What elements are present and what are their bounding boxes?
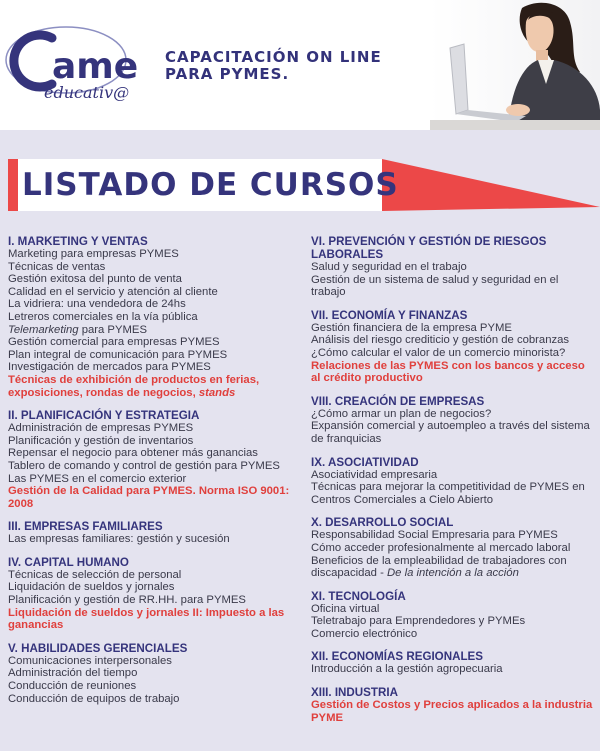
section-title: I. MARKETING Y VENTAS bbox=[8, 235, 148, 248]
course-item-italic: stands bbox=[198, 386, 236, 399]
course-item bbox=[8, 286, 293, 299]
course-section bbox=[311, 590, 596, 641]
section-title: III. EMPRESAS FAMILIARES bbox=[8, 520, 163, 534]
course-item-text: ¿Cómo calcular el valor de un comercio minorista? bbox=[311, 346, 566, 359]
course-section bbox=[8, 409, 293, 510]
course-item bbox=[311, 420, 596, 445]
course-section bbox=[311, 650, 596, 676]
course-item-text: ¿Cómo armar un plan de negocios? bbox=[311, 407, 492, 420]
course-item bbox=[311, 529, 596, 542]
course-section bbox=[311, 309, 596, 385]
course-section bbox=[311, 456, 596, 507]
course-item-text: Técnicas de ventas bbox=[8, 260, 106, 273]
svg-text:ame: ame bbox=[52, 46, 139, 87]
course-item-text: Comunicaciones interpersonales bbox=[8, 654, 172, 667]
course-item bbox=[311, 408, 596, 421]
course-item-text: para PYMES bbox=[81, 323, 147, 336]
course-section bbox=[311, 395, 596, 446]
course-item-text: Gestión financiera de la empresa PYME bbox=[311, 321, 512, 334]
course-item-text: Gestión de Costos y Precios aplicados a la industria PYME bbox=[311, 699, 593, 724]
course-item bbox=[8, 569, 293, 582]
course-item-text: Plan integral de comunicación para PYMES bbox=[8, 348, 228, 361]
course-item-text: Las empresas familiares: gestión y sucesión bbox=[8, 533, 230, 546]
section-title: II. PLANIFICACIÓN Y ESTRATEGIA bbox=[8, 409, 200, 423]
course-item-text: Conducción de reuniones bbox=[8, 680, 137, 693]
course-item bbox=[8, 460, 293, 473]
course-item-text: Marketing para empresas PYMES bbox=[8, 248, 179, 260]
course-item-italic: Telemarketing bbox=[8, 323, 79, 336]
course-item-text: Expansión comercial y autoempleo a través del sistema de franquicias bbox=[311, 420, 590, 445]
section-title: XIII. INDUSTRIA bbox=[311, 686, 398, 700]
course-item-text: Liquidación de sueldos y jornales II: Impuesto a las ganancias bbox=[8, 606, 285, 632]
header-tagline bbox=[165, 49, 382, 83]
course-item bbox=[311, 542, 596, 555]
course-item bbox=[8, 298, 293, 311]
course-item-text: Beneficios de la empleabilidad de trabajadores con discapacidad - bbox=[311, 554, 567, 580]
section-title: IX. ASOCIATIVIDAD bbox=[311, 455, 419, 469]
course-section bbox=[8, 235, 293, 399]
course-item bbox=[8, 311, 293, 324]
course-item bbox=[8, 473, 293, 486]
course-item bbox=[311, 360, 596, 385]
course-section bbox=[311, 516, 596, 579]
section-title: V. HABILIDADES GERENCIALES bbox=[8, 641, 188, 655]
course-item bbox=[8, 422, 293, 435]
course-item-text: Conducción de equipos de trabajo bbox=[8, 692, 180, 705]
course-item bbox=[311, 274, 596, 299]
course-item-text: Repensar el negocio para obtener más ganancias bbox=[8, 447, 258, 460]
course-item bbox=[8, 485, 293, 510]
course-item bbox=[8, 594, 293, 607]
course-item bbox=[8, 680, 293, 693]
course-item-text: Relaciones de las PYMES con los bancos y acceso al crédito productivo bbox=[311, 359, 585, 385]
course-item-text: Letreros comerciales en la vía pública bbox=[8, 310, 198, 323]
course-item bbox=[8, 261, 293, 274]
course-item bbox=[8, 447, 293, 460]
course-item bbox=[8, 581, 293, 594]
course-item bbox=[311, 663, 596, 676]
section-title: IV. CAPITAL HUMANO bbox=[8, 555, 129, 569]
woman-laptop-photo bbox=[430, 0, 600, 130]
course-item-text: Tablero de comando y control de gestión para PYMES bbox=[8, 459, 280, 472]
course-item bbox=[8, 361, 293, 374]
left-course-column bbox=[8, 235, 293, 715]
course-item bbox=[8, 607, 293, 632]
course-item-text: Investigación de mercados para PYMES bbox=[8, 361, 211, 374]
course-item-text: Gestión exitosa del punto de venta bbox=[8, 273, 182, 286]
course-item-text: Técnicas de selección de personal bbox=[8, 568, 182, 581]
course-item-italic: De la intención a la acción bbox=[387, 567, 519, 580]
course-item-text: Salud y seguridad en el trabajo bbox=[311, 261, 467, 273]
section-title: XII. ECONOMÍAS REGIONALES bbox=[311, 650, 483, 664]
course-item-text: Administración de empresas PYMES bbox=[8, 422, 194, 435]
section-title: VIII. CREACIÓN DE EMPRESAS bbox=[311, 394, 485, 408]
course-item-text: Liquidación de sueldos y jornales bbox=[8, 581, 175, 594]
course-section bbox=[8, 520, 293, 546]
course-item-text: Análisis del riesgo crediticio y gestión de cobranzas bbox=[311, 334, 570, 347]
course-item bbox=[311, 481, 596, 506]
course-item bbox=[311, 347, 596, 360]
section-title: VI. PREVENCIÓN Y GESTIÓN DE RIESGOS LABORALES bbox=[311, 235, 547, 261]
course-item bbox=[8, 324, 293, 337]
header bbox=[0, 0, 600, 130]
came-educativa-logo bbox=[4, 26, 154, 106]
course-item-text: Planificación y gestión de RR.HH. para PYMES bbox=[8, 594, 246, 607]
svg-text:educativ@: educativ@ bbox=[44, 83, 130, 102]
course-item-text: Planificación y gestión de inventarios bbox=[8, 434, 194, 447]
course-item bbox=[311, 603, 596, 616]
section-title: XI. TECNOLOGÍA bbox=[311, 589, 406, 603]
course-item-text: Gestión de la Calidad para PYMES. Norma ISO 9001: 2008 bbox=[8, 485, 290, 510]
course-item bbox=[311, 469, 596, 482]
course-section bbox=[8, 556, 293, 632]
course-item bbox=[8, 248, 293, 261]
course-item-text: Gestión de un sistema de salud y seguridad en el trabajo bbox=[311, 273, 559, 299]
course-item-text: Técnicas para mejorar la competitividad de PYMES en Centros Comerciales a Cielo Abierto bbox=[311, 481, 585, 506]
course-item-text: Cómo acceder profesionalmente al mercado laboral bbox=[311, 541, 571, 554]
course-item-text: Las PYMES en el comercio exterior bbox=[8, 472, 187, 485]
course-section bbox=[8, 642, 293, 705]
course-item bbox=[8, 667, 293, 680]
course-item bbox=[8, 533, 293, 546]
course-item-text: La vidriera: una vendedora de 24hs bbox=[8, 298, 186, 311]
course-item-text: Calidad en el servicio y atención al cliente bbox=[8, 285, 218, 298]
course-item-text: Comercio electrónico bbox=[311, 627, 418, 640]
course-item-text: Oficina virtual bbox=[311, 602, 380, 615]
course-item-text: Técnicas de exhibición de productos en ferias, exposiciones, rondas de negocios, bbox=[8, 373, 260, 399]
course-item bbox=[311, 615, 596, 628]
course-section bbox=[311, 686, 596, 724]
course-item bbox=[8, 336, 293, 349]
section-title: X. DESARROLLO SOCIAL bbox=[311, 516, 454, 530]
course-item-text: Introducción a la gestión agropecuaria bbox=[311, 663, 503, 676]
course-item bbox=[8, 655, 293, 668]
course-item bbox=[311, 699, 596, 724]
course-section bbox=[311, 235, 596, 299]
right-course-column bbox=[311, 235, 596, 734]
course-item bbox=[311, 322, 596, 335]
tagline-line-1: CAPACITACIÓN ON LINE bbox=[165, 48, 382, 66]
tagline-line-2: PARA PYMES. bbox=[165, 65, 290, 83]
course-item bbox=[8, 273, 293, 286]
course-item bbox=[8, 374, 293, 399]
course-item bbox=[311, 261, 596, 274]
section-title: VII. ECONOMÍA Y FINANZAS bbox=[311, 308, 468, 322]
course-item-text: Teletrabajo para Emprendedores y PYMEs bbox=[311, 615, 526, 628]
course-item bbox=[311, 555, 596, 580]
course-item bbox=[8, 435, 293, 448]
course-item-text: Responsabilidad Social Empresaria para PYMES bbox=[311, 529, 558, 542]
course-item bbox=[8, 693, 293, 706]
page-title: LISTADO DE CURSOS bbox=[22, 167, 399, 203]
course-item-text: Administración del tiempo bbox=[8, 667, 138, 680]
course-item bbox=[311, 334, 596, 347]
course-item-text: Asociatividad empresaria bbox=[311, 468, 438, 481]
course-item-text: Gestión comercial para empresas PYMES bbox=[8, 336, 220, 349]
course-item bbox=[8, 349, 293, 362]
course-item bbox=[311, 628, 596, 641]
